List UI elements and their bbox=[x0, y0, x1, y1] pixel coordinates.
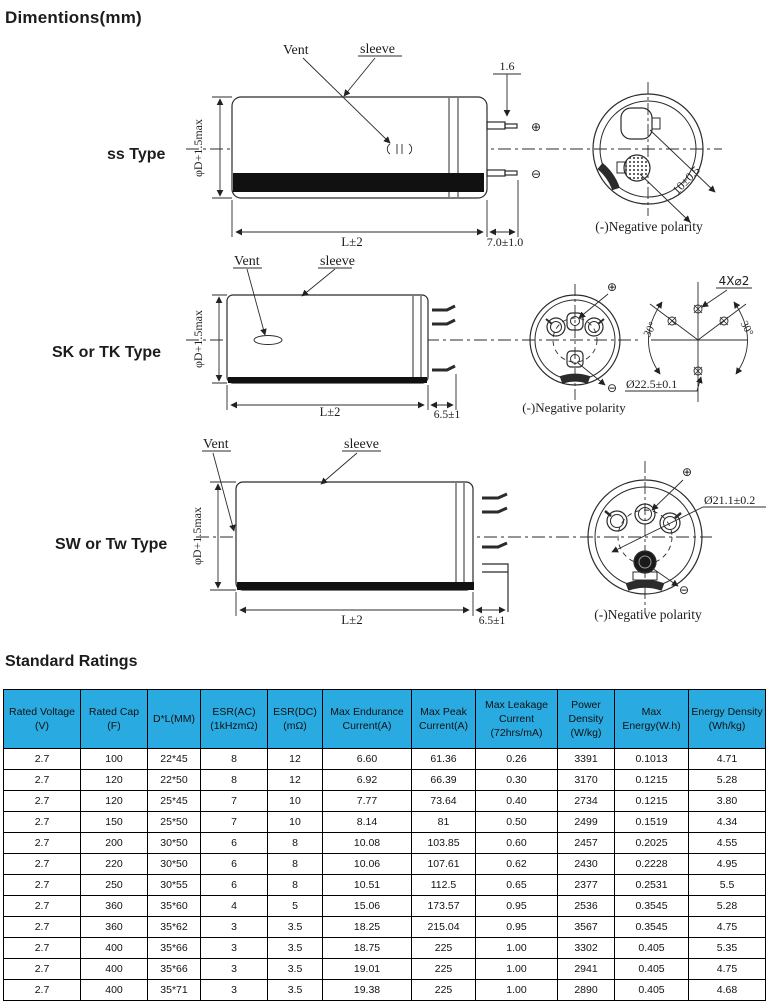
vent-label: Vent bbox=[203, 437, 229, 452]
table-cell: 2430 bbox=[558, 854, 615, 875]
ss-end-view bbox=[593, 82, 715, 222]
diameter-dim: φD+1.5max bbox=[190, 506, 204, 566]
table-cell: 35*71 bbox=[148, 980, 201, 1001]
diameter-ext-lines bbox=[210, 482, 236, 590]
table-cell: 4.71 bbox=[689, 749, 766, 770]
vent-leader bbox=[213, 453, 234, 531]
polarity-band bbox=[233, 173, 484, 192]
table-cell: 0.2228 bbox=[615, 854, 689, 875]
table-cell: 0.3545 bbox=[615, 917, 689, 938]
sw-side-view bbox=[196, 451, 712, 616]
table-cell: 61.36 bbox=[412, 749, 476, 770]
table-cell: 35*66 bbox=[148, 959, 201, 980]
table-cell: 8 bbox=[268, 875, 323, 896]
table-cell: 19.01 bbox=[323, 959, 412, 980]
column-header: Max Endurance Current(A) bbox=[323, 690, 412, 749]
table-cell: 3 bbox=[201, 938, 268, 959]
table-row bbox=[4, 854, 766, 875]
table-cell: 8 bbox=[201, 770, 268, 791]
angle-left-dim: 30° bbox=[641, 319, 660, 340]
table-cell: 2.7 bbox=[4, 770, 81, 791]
table-cell: 3 bbox=[201, 917, 268, 938]
table-cell: 100 bbox=[81, 749, 148, 770]
table-cell: 25*45 bbox=[148, 791, 201, 812]
diameter-ext-lines bbox=[212, 295, 227, 383]
table-cell: 173.57 bbox=[412, 896, 476, 917]
table-cell: 112.5 bbox=[412, 875, 476, 896]
capacitor-body bbox=[236, 482, 473, 590]
column-header: Max Peak Current(A) bbox=[412, 690, 476, 749]
plus-symbol: ⊕ bbox=[681, 465, 693, 479]
table-cell: 3.80 bbox=[689, 791, 766, 812]
table-cell: 2499 bbox=[558, 812, 615, 833]
length-dim: L±2 bbox=[319, 405, 341, 419]
table-row bbox=[4, 938, 766, 959]
diameter-dim: φD+1.5max bbox=[191, 118, 205, 178]
ss-type-drawing bbox=[0, 40, 768, 252]
table-cell: 360 bbox=[81, 896, 148, 917]
table-cell: 10.06 bbox=[323, 854, 412, 875]
table-cell: 0.1519 bbox=[615, 812, 689, 833]
table-cell: 0.1215 bbox=[615, 770, 689, 791]
pin-spacing-dim: 10±0.5 bbox=[669, 163, 703, 198]
ss-side-view bbox=[186, 56, 722, 237]
table-cell: 225 bbox=[412, 959, 476, 980]
table-cell: 0.50 bbox=[476, 812, 558, 833]
table-cell: 2890 bbox=[558, 980, 615, 1001]
negative-terminal bbox=[624, 155, 650, 181]
vent-label: Vent bbox=[234, 254, 260, 269]
table-cell: 19.38 bbox=[323, 980, 412, 1001]
column-header: Max Energy(W.h) bbox=[615, 690, 689, 749]
table-cell: 35*62 bbox=[148, 917, 201, 938]
sleeve-label: sleeve bbox=[320, 254, 355, 269]
table-cell: 0.1013 bbox=[615, 749, 689, 770]
table-cell: 30*50 bbox=[148, 833, 201, 854]
table-cell: 4.55 bbox=[689, 833, 766, 854]
table-cell: 35*66 bbox=[148, 938, 201, 959]
table-cell: 120 bbox=[81, 791, 148, 812]
table-cell: 0.405 bbox=[615, 938, 689, 959]
polarity-arc bbox=[600, 166, 616, 189]
table-cell: 2457 bbox=[558, 833, 615, 854]
table-cell: 2.7 bbox=[4, 938, 81, 959]
table-cell: 10.51 bbox=[323, 875, 412, 896]
table-cell: 4.95 bbox=[689, 854, 766, 875]
length-dim: L±2 bbox=[341, 612, 363, 627]
table-cell: 30*55 bbox=[148, 875, 201, 896]
table-cell: 2.7 bbox=[4, 854, 81, 875]
table-cell: 3.5 bbox=[268, 917, 323, 938]
table-header-row bbox=[4, 690, 766, 749]
table-cell: 0.60 bbox=[476, 833, 558, 854]
table-row bbox=[4, 749, 766, 770]
table-cell: 5.35 bbox=[689, 938, 766, 959]
diameter-ext-lines bbox=[212, 97, 232, 198]
table-cell: 15.06 bbox=[323, 896, 412, 917]
table-cell: 0.2025 bbox=[615, 833, 689, 854]
table-cell: 35*60 bbox=[148, 896, 201, 917]
table-cell: 0.405 bbox=[615, 959, 689, 980]
column-header: ESR(DC) (mΩ) bbox=[268, 690, 323, 749]
pitch-dia-dim: Ø22.5±0.1 bbox=[626, 377, 678, 391]
negative-polarity-label: (-)Negative polarity bbox=[522, 400, 626, 415]
table-cell: 2.7 bbox=[4, 812, 81, 833]
table-cell: 4.75 bbox=[689, 917, 766, 938]
negative-lead bbox=[487, 170, 505, 176]
table-cell: 215.04 bbox=[412, 917, 476, 938]
table-cell: 6 bbox=[201, 854, 268, 875]
table-cell: 400 bbox=[81, 959, 148, 980]
table-cell: 10 bbox=[268, 791, 323, 812]
polarity-band bbox=[228, 377, 427, 383]
ratings-heading: Standard Ratings bbox=[5, 653, 138, 670]
plus-symbol: ⊕ bbox=[530, 120, 542, 134]
sleeve-leader bbox=[321, 453, 357, 484]
table-cell: 3 bbox=[201, 980, 268, 1001]
column-header: Energy Density (Wh/kg) bbox=[689, 690, 766, 749]
column-header: D*L(MM) bbox=[148, 690, 201, 749]
table-cell: 8.14 bbox=[323, 812, 412, 833]
sleeve-leader bbox=[302, 269, 335, 296]
table-cell: 0.95 bbox=[476, 896, 558, 917]
diameter-dim: φD+1.5max bbox=[191, 309, 205, 369]
table-row bbox=[4, 833, 766, 854]
solder-lug bbox=[482, 564, 508, 612]
table-cell: 1.00 bbox=[476, 938, 558, 959]
table-cell: 150 bbox=[81, 812, 148, 833]
table-cell: 66.39 bbox=[412, 770, 476, 791]
solder-pins bbox=[482, 494, 507, 547]
table-cell: 4.75 bbox=[689, 959, 766, 980]
table-cell: 10 bbox=[268, 812, 323, 833]
pin-count-dim: 4X⌀2 bbox=[718, 274, 750, 288]
page-title: Dimentions(mm) bbox=[5, 8, 142, 27]
table-cell: 400 bbox=[81, 938, 148, 959]
table-cell: 0.1215 bbox=[615, 791, 689, 812]
table-cell: 5.28 bbox=[689, 896, 766, 917]
vent-label: Vent bbox=[283, 43, 309, 58]
column-header: ESR(AC) (1kHzmΩ) bbox=[201, 690, 268, 749]
sleeve-leader bbox=[344, 58, 375, 96]
minus-symbol: ⊖ bbox=[530, 167, 542, 181]
table-cell: 6 bbox=[201, 833, 268, 854]
table-body bbox=[4, 749, 766, 1001]
positive-terminal-tab bbox=[652, 118, 660, 129]
table-cell: 22*45 bbox=[148, 749, 201, 770]
pin-left bbox=[547, 318, 565, 336]
table-cell: 3567 bbox=[558, 917, 615, 938]
table-cell: 7 bbox=[201, 812, 268, 833]
sleeve-label: sleeve bbox=[344, 437, 379, 452]
table-cell: 25*50 bbox=[148, 812, 201, 833]
table-cell: 30*50 bbox=[148, 854, 201, 875]
polarity-arc bbox=[627, 584, 663, 587]
negative-lead-tip bbox=[505, 171, 517, 175]
plus-symbol: ⊕ bbox=[606, 280, 618, 294]
table-cell: 0.405 bbox=[615, 980, 689, 1001]
table-cell: 18.75 bbox=[323, 938, 412, 959]
table-cell: 2.7 bbox=[4, 959, 81, 980]
vent-mark bbox=[254, 336, 282, 345]
pin-dia-dim-line bbox=[493, 74, 521, 116]
table-cell: 2.7 bbox=[4, 896, 81, 917]
pin-left-inner bbox=[611, 515, 624, 528]
table-cell: 250 bbox=[81, 875, 148, 896]
table-row bbox=[4, 791, 766, 812]
table-cell: 0.3545 bbox=[615, 896, 689, 917]
sw-tw-type-drawing bbox=[0, 434, 768, 632]
table-cell: 7.77 bbox=[323, 791, 412, 812]
standard-ratings-table bbox=[3, 689, 766, 1001]
column-header: Max Leakage Current (72hrs/mA) bbox=[476, 690, 558, 749]
table-cell: 0.95 bbox=[476, 917, 558, 938]
polarity-arc bbox=[561, 378, 589, 380]
angle-right-dim: 30° bbox=[737, 318, 756, 339]
table-cell: 10.08 bbox=[323, 833, 412, 854]
table-cell: 103.85 bbox=[412, 833, 476, 854]
table-row bbox=[4, 770, 766, 791]
table-cell: 0.26 bbox=[476, 749, 558, 770]
positive-terminal bbox=[621, 108, 652, 139]
table-cell: 6.92 bbox=[323, 770, 412, 791]
table-cell: 1.00 bbox=[476, 980, 558, 1001]
table-cell: 107.61 bbox=[412, 854, 476, 875]
sk-tk-type-drawing bbox=[0, 252, 768, 434]
minus-symbol: ⊖ bbox=[606, 381, 618, 395]
table-cell: 6.60 bbox=[323, 749, 412, 770]
table-cell: 2941 bbox=[558, 959, 615, 980]
table-cell: 3 bbox=[201, 959, 268, 980]
sk-side-view bbox=[186, 268, 642, 410]
column-header: Power Density (W/kg) bbox=[558, 690, 615, 749]
table-cell: 7 bbox=[201, 791, 268, 812]
lead-length-dim: 7.0±1.0 bbox=[486, 235, 524, 249]
table-cell: 2.7 bbox=[4, 917, 81, 938]
length-dim: L±2 bbox=[341, 234, 363, 249]
pin-right bbox=[585, 318, 603, 336]
column-header: Rated Voltage (V) bbox=[4, 690, 81, 749]
table-cell: 360 bbox=[81, 917, 148, 938]
table-row bbox=[4, 896, 766, 917]
table-cell: 3.5 bbox=[268, 938, 323, 959]
positive-lead bbox=[487, 122, 505, 129]
table-cell: 2536 bbox=[558, 896, 615, 917]
lead-length-dim: 6.5±1 bbox=[433, 409, 461, 421]
table-cell: 0.2531 bbox=[615, 875, 689, 896]
table-cell: 220 bbox=[81, 854, 148, 875]
table-cell: 8 bbox=[268, 833, 323, 854]
table-cell: 4 bbox=[201, 896, 268, 917]
type-label-ss: ss Type bbox=[107, 146, 166, 163]
table-cell: 2377 bbox=[558, 875, 615, 896]
table-cell: 5.28 bbox=[689, 770, 766, 791]
table-cell: 12 bbox=[268, 770, 323, 791]
table-cell: 2.7 bbox=[4, 749, 81, 770]
table-cell: 2.7 bbox=[4, 833, 81, 854]
table-cell: 6 bbox=[201, 875, 268, 896]
table-cell: 2734 bbox=[558, 791, 615, 812]
type-label-sw-tw: SW or Tw Type bbox=[55, 536, 168, 553]
table-cell: 3.5 bbox=[268, 959, 323, 980]
table-cell: 3391 bbox=[558, 749, 615, 770]
table-cell: 81 bbox=[412, 812, 476, 833]
negative-polarity-label: (-)Negative polarity bbox=[595, 219, 703, 234]
table-cell: 4.34 bbox=[689, 812, 766, 833]
table-cell: 120 bbox=[81, 770, 148, 791]
table-cell: 0.40 bbox=[476, 791, 558, 812]
column-header: Rated Cap (F) bbox=[81, 690, 148, 749]
table-row bbox=[4, 812, 766, 833]
table-cell: 2.7 bbox=[4, 791, 81, 812]
table-cell: 3170 bbox=[558, 770, 615, 791]
table-cell: 1.00 bbox=[476, 959, 558, 980]
table-row bbox=[4, 980, 766, 1001]
table-row bbox=[4, 917, 766, 938]
type-label-sk-tk: SK or TK Type bbox=[52, 344, 162, 361]
table-cell: 73.64 bbox=[412, 791, 476, 812]
table-cell: 3302 bbox=[558, 938, 615, 959]
pins-label-leader bbox=[702, 290, 727, 307]
minus-symbol: ⊖ bbox=[678, 583, 690, 597]
table-cell: 2.7 bbox=[4, 875, 81, 896]
table-cell: 12 bbox=[268, 749, 323, 770]
lead-length-dim: 6.5±1 bbox=[478, 615, 506, 627]
table-cell: 225 bbox=[412, 938, 476, 959]
table-cell: 18.25 bbox=[323, 917, 412, 938]
table-cell: 200 bbox=[81, 833, 148, 854]
table-cell: 400 bbox=[81, 980, 148, 1001]
case-dia-dim: Ø21.1±0.2 bbox=[704, 493, 756, 507]
table-cell: 2.7 bbox=[4, 980, 81, 1001]
negative-polarity-label: (-)Negative polarity bbox=[594, 607, 702, 622]
table-cell: 0.62 bbox=[476, 854, 558, 875]
table-cell: 0.65 bbox=[476, 875, 558, 896]
angle-arc-right bbox=[734, 302, 748, 374]
positive-lead-tip bbox=[505, 124, 517, 128]
table-row bbox=[4, 875, 766, 896]
table-cell: 8 bbox=[268, 854, 323, 875]
polarity-band bbox=[237, 582, 474, 590]
table-cell: 22*50 bbox=[148, 770, 201, 791]
table-cell: 225 bbox=[412, 980, 476, 1001]
solder-pins bbox=[432, 306, 455, 370]
table-cell: 5 bbox=[268, 896, 323, 917]
table-cell: 3.5 bbox=[268, 980, 323, 1001]
table-cell: 0.30 bbox=[476, 770, 558, 791]
pin-dia-dim: 1.6 bbox=[499, 59, 515, 73]
table-row bbox=[4, 959, 766, 980]
table-cell: 5.5 bbox=[689, 875, 766, 896]
table-cell: 8 bbox=[201, 749, 268, 770]
negative-pin bbox=[634, 551, 656, 573]
table-cell: 4.68 bbox=[689, 980, 766, 1001]
sleeve-label: sleeve bbox=[360, 42, 395, 57]
